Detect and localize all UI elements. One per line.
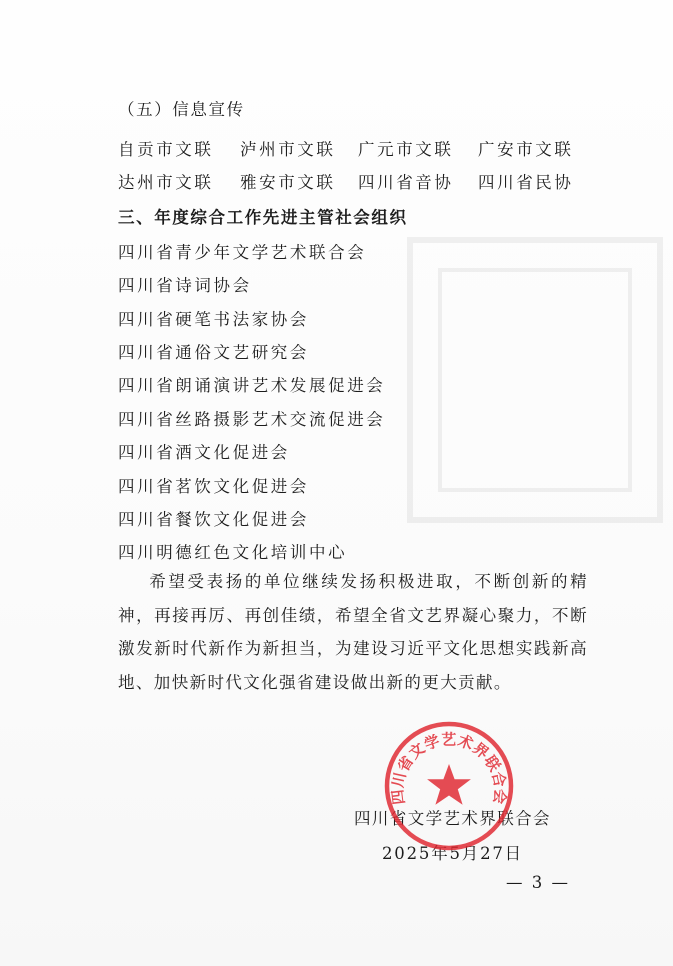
grid-cell: 自贡市文联 bbox=[118, 140, 214, 159]
seal-text: 四川省文学艺术界联合会 bbox=[388, 730, 510, 806]
org-list-item: 四川省通俗文艺研究会 bbox=[118, 343, 309, 362]
org-list-item: 四川省餐饮文化促进会 bbox=[118, 510, 309, 529]
official-seal bbox=[383, 720, 515, 852]
grid-cell: 泸州市文联 bbox=[240, 140, 336, 159]
grid-cell: 达州市文联 bbox=[118, 173, 214, 192]
section-five-row-2 bbox=[118, 173, 598, 195]
background-watermark bbox=[400, 230, 670, 530]
section-five-title: （五）信息宣传 bbox=[118, 100, 245, 119]
grid-cell: 雅安市文联 bbox=[240, 173, 336, 192]
org-list-item: 四川省诗词协会 bbox=[118, 276, 252, 295]
seal-star-icon bbox=[427, 764, 471, 805]
grid-cell: 广元市文联 bbox=[358, 140, 454, 159]
grid-cell: 广安市文联 bbox=[478, 140, 574, 159]
org-list-item: 四川省茗饮文化促进会 bbox=[118, 477, 309, 496]
page-number: — 3 — bbox=[506, 873, 570, 892]
closing-paragraph bbox=[118, 565, 588, 699]
org-list-item: 四川明德红色文化培训中心 bbox=[118, 543, 348, 562]
signer-name: 四川省文学艺术界联合会 bbox=[354, 809, 551, 828]
section-five-row-1 bbox=[118, 140, 598, 162]
org-list-item: 四川省酒文化促进会 bbox=[118, 443, 290, 462]
grid-cell: 四川省民协 bbox=[478, 173, 574, 192]
org-list-item: 四川省朗诵演讲艺术发展促进会 bbox=[118, 376, 386, 395]
org-list-item: 四川省丝路摄影艺术交流促进会 bbox=[118, 410, 386, 429]
closing-paragraph-text: 希望受表扬的单位继续发扬积极进取，不断创新的精神，再接再厉、再创佳绩，希望全省文艺界凝心聚力，不断激发新时代新作为新担当，为建设习近平文化思想实践新高地、加快新时代文化强省建设做出新的更大贡献。 bbox=[118, 572, 588, 692]
issue-date: 2025年5月27日 bbox=[382, 844, 523, 863]
section-three-title: 三、年度综合工作先进主管社会组织 bbox=[118, 208, 408, 227]
org-list-item: 四川省青少年文学艺术联合会 bbox=[118, 243, 367, 262]
org-list-item: 四川省硬笔书法家协会 bbox=[118, 310, 309, 329]
grid-cell: 四川省音协 bbox=[358, 173, 454, 192]
